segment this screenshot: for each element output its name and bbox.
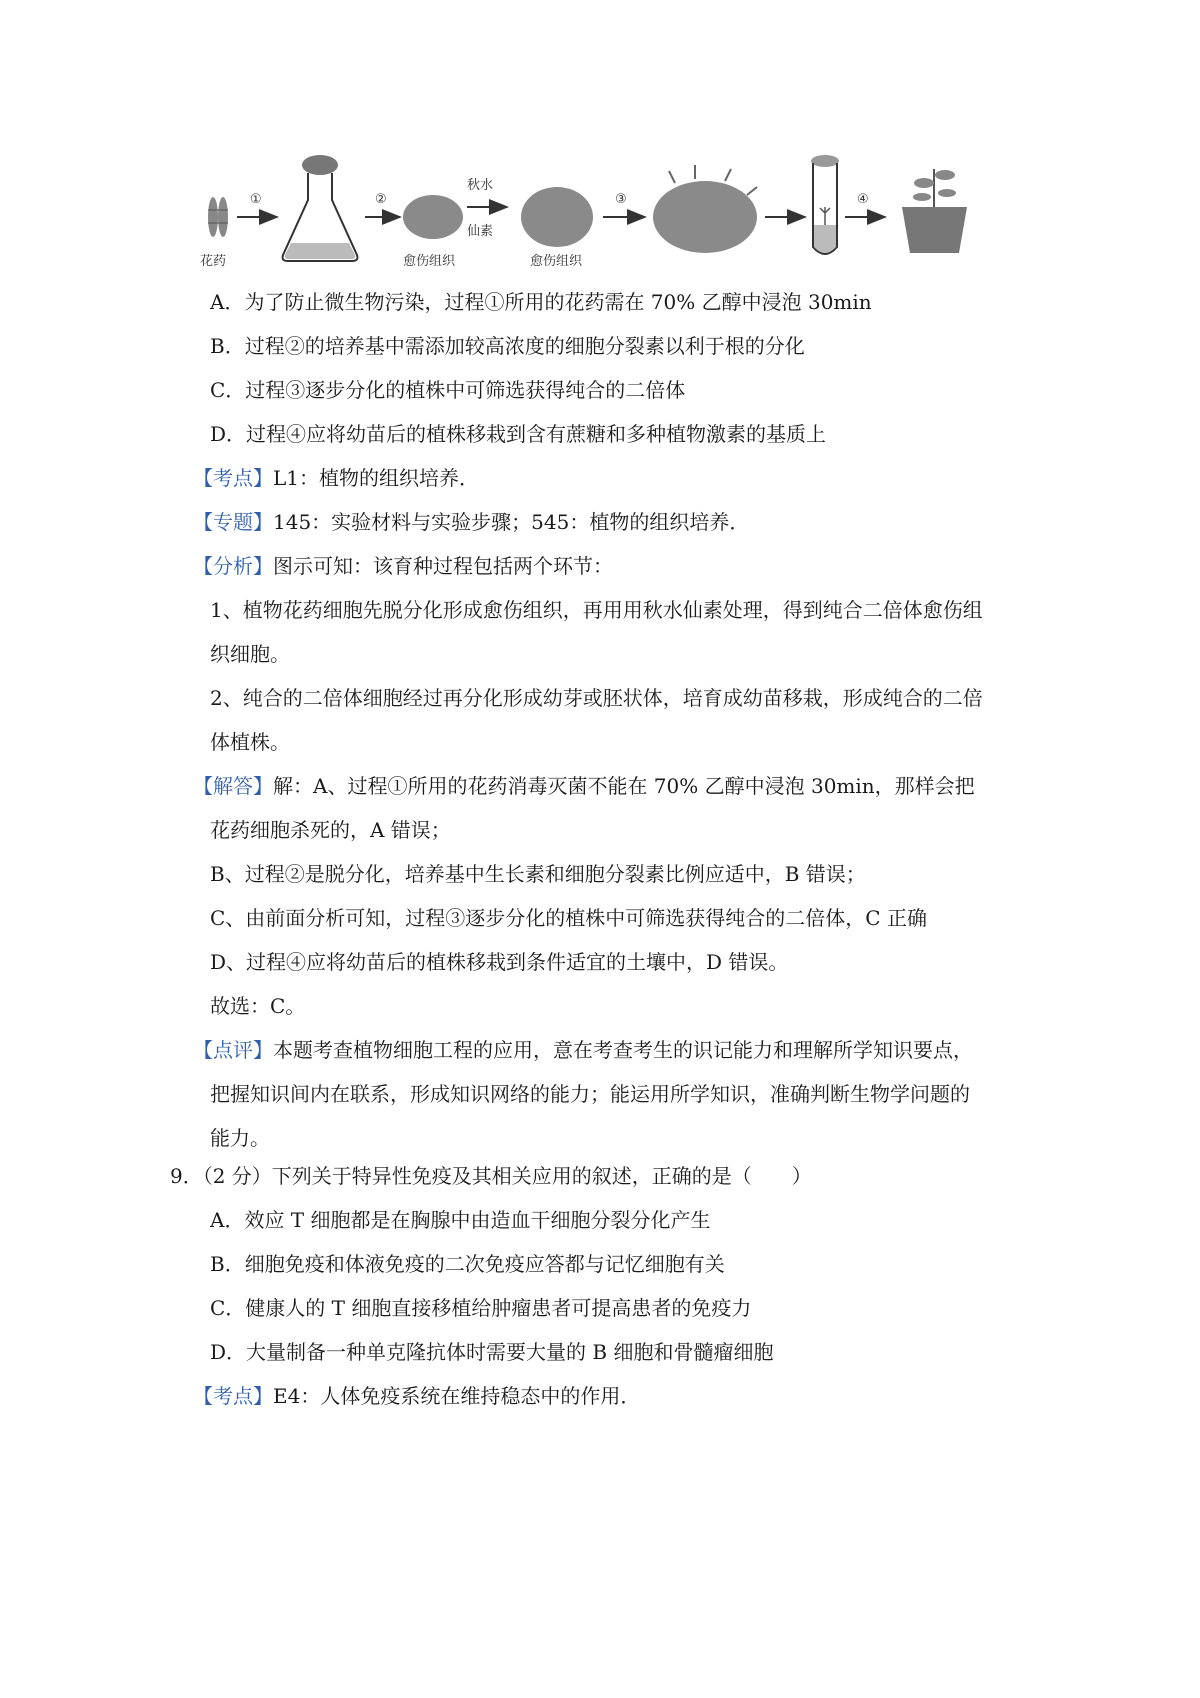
fenxi-line: 2、纯合的二倍体细胞经过再分化形成幼芽或胚状体，培育成幼苗移栽，形成纯合的二倍 [210, 686, 983, 710]
fenxi-text: 图示可知：该育种过程包括两个环节： [273, 554, 613, 578]
q9-stem: 9．（2 分）下列关于特异性免疫及其相关应用的叙述，正确的是（ ） [170, 1164, 812, 1188]
jieda-line: 花药细胞杀死的，A 错误； [210, 818, 451, 842]
step-3: ③ [615, 192, 627, 207]
callus-icon [521, 187, 593, 247]
jieda-line: B、过程②是脱分化，培养基中生长素和细胞分裂素比例应适中，B 错误； [210, 862, 866, 886]
callus-icon [403, 195, 463, 239]
label-colchicine-bottom: 仙素 [467, 224, 494, 239]
test-tube-icon [811, 155, 839, 254]
kaodian-tag: 【考点】 [193, 466, 273, 490]
q8-zhuanti [193, 508, 749, 536]
q8-jieda [193, 772, 975, 800]
kaodian-text: E4：人体免疫系统在维持稳态中的作用． [273, 1384, 641, 1408]
step-2: ② [375, 192, 387, 207]
anther-icon [208, 197, 228, 237]
jieda-tag: 【解答】 [193, 774, 273, 798]
label-callus-1: 愈伤组织 [403, 254, 456, 269]
dianping-text: 本题考查植物细胞工程的应用，意在考查考生的识记能力和理解所学知识要点， [273, 1038, 973, 1062]
label-anther: 花药 [200, 254, 227, 269]
kaodian-tag: 【考点】 [193, 1384, 273, 1408]
dianping-line: 能力。 [210, 1126, 270, 1150]
tissue-culture-diagram [200, 155, 1045, 290]
q9-option-d: D．大量制备一种单克隆抗体时需要大量的 B 细胞和骨髓瘤细胞 [210, 1340, 774, 1364]
jieda-text: 解：A、过程①所用的花药消毒灭菌不能在 70% 乙醇中浸泡 30min，那样会把 [273, 774, 975, 798]
flask-icon [283, 155, 358, 261]
q9-option-b: B．细胞免疫和体液免疫的二次免疫应答都与记忆细胞有关 [210, 1252, 725, 1276]
jieda-line: D、过程④应将幼苗后的植株移栽到条件适宜的土壤中，D 错误。 [210, 950, 789, 974]
fenxi-line: 体植株。 [210, 730, 290, 754]
q8-option-d: D．过程④应将幼苗后的植株移栽到含有蔗糖和多种植物激素的基质上 [210, 422, 827, 446]
fenxi-line: 1、植物花药细胞先脱分化形成愈伤组织，再用用秋水仙素处理，得到纯合二倍体愈伤组 [210, 598, 983, 622]
step-1: ① [250, 192, 262, 207]
jieda-line: 故选：C。 [210, 994, 306, 1018]
jieda-line: C、由前面分析可知，过程③逐步分化的植株中可筛选获得纯合的二倍体，C 正确 [210, 906, 927, 930]
label-callus-2: 愈伤组织 [530, 254, 583, 269]
potted-plant-icon [902, 169, 967, 253]
zhuanti-tag: 【专题】 [193, 510, 273, 534]
dianping-tag: 【点评】 [193, 1038, 273, 1062]
q9-option-a: A．效应 T 细胞都是在胸腺中由造血干细胞分裂分化产生 [210, 1208, 711, 1232]
q8-option-b: B．过程②的培养基中需添加较高浓度的细胞分裂素以利于根的分化 [210, 334, 805, 358]
q9-kaodian [193, 1382, 640, 1410]
kaodian-text: L1：植物的组织培养． [273, 466, 480, 490]
fenxi-line: 织细胞。 [210, 642, 290, 666]
dianping-line: 把握知识间内在联系，形成知识网络的能力；能运用所学知识，准确判断生物学问题的 [210, 1082, 970, 1106]
step-4: ④ [857, 192, 869, 207]
shoot-cluster-icon [653, 165, 757, 253]
fenxi-tag: 【分析】 [193, 554, 273, 578]
q8-option-a: A．为了防止微生物污染，过程①所用的花药需在 70% 乙醇中浸泡 30min [210, 290, 872, 314]
q9-option-c: C．健康人的 T 细胞直接移植给肿瘤患者可提高患者的免疫力 [210, 1296, 752, 1320]
q8-kaodian [193, 464, 479, 492]
q8-fenxi [193, 552, 613, 580]
q8-option-c: C．过程③逐步分化的植株中可筛选获得纯合的二倍体 [210, 378, 686, 402]
q8-dianping [193, 1036, 973, 1064]
label-colchicine-top: 秋水 [467, 178, 494, 193]
zhuanti-text: 145：实验材料与实验步骤；545：植物的组织培养． [273, 510, 750, 534]
